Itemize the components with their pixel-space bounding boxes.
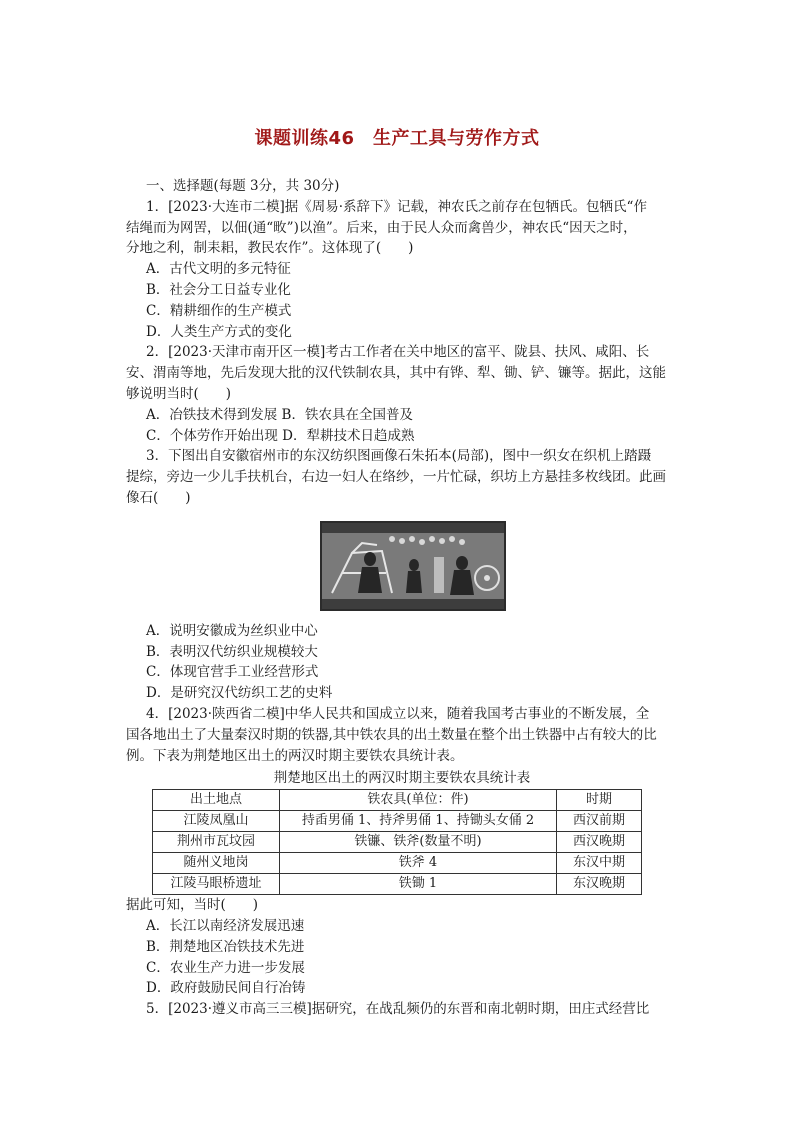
question-3-option-b: B．表明汉代纺织业规模较大 [146,643,318,660]
table-cell: 随州义地岗 [153,853,280,874]
iron-tools-table [152,789,642,895]
rubbing-illustration [322,523,504,609]
question-1-line-3: 分地之利，制耒耜，教民农作”。这体现了( ) [126,240,414,257]
page-title: 课题训练46 生产工具与劳作方式 [254,128,540,149]
question-3-option-c: C．体现官营手工业经营形式 [146,664,319,681]
question-4-stem-end: 据此可知，当时( ) [126,897,259,914]
table-cell: 铁斧 4 [280,853,557,874]
question-4-option-a: A．长江以南经济发展迅速 [146,917,305,934]
question-3-line-2: 提综，旁边一少儿手扶机台，右边一妇人在络纱，一片忙碌，织坊上方悬挂多枚线团。此画 [126,469,666,486]
weaving-stone-relief-image [320,521,506,611]
table-cell: 西汉晚期 [557,832,642,853]
table-cell: 江陵凤凰山 [153,811,280,832]
question-4-option-c: C．农业生产力进一步发展 [146,959,305,976]
table-row [153,853,642,874]
question-content [126,176,678,1020]
table-row [153,832,642,853]
question-4-option-d: D．政府鼓励民间自行冶铸 [146,980,306,997]
question-2-options-ab: A．冶铁技术得到发展 B．铁农具在全国普及 [146,406,413,423]
table-cell: 东汉晚期 [557,874,642,895]
question-2-options-cd: C．个体劳作开始出现 D．犁耕技术日趋成熟 [146,427,415,444]
question-3 [126,446,678,704]
question-1-line-1: 1．[2023·大连市二模]据《周易·系辞下》记载，神农氏之前存在包牺氏。包牺氏“作 [146,198,647,215]
question-2-line-3: 够说明当时( ) [126,385,232,402]
question-2-line-2: 安、渭南等地，先后发现大批的汉代铁制农具，其中有铧、犁、锄、铲、镰等。据此，这能 [126,365,666,382]
table-header-tools: 铁农具(单位：件) [280,790,557,811]
question-4 [126,704,678,999]
question-4-option-b: B．荆楚地区冶铁技术先进 [146,938,305,955]
question-1-option-b: B．社会分工日益专业化 [146,281,291,298]
question-3-option-a: A．说明安徽成为丝织业中心 [146,622,318,639]
table-cell: 铁锄 1 [280,874,557,895]
table-cell: 东汉中期 [557,853,642,874]
question-1-option-a: A．古代文明的多元特征 [146,261,291,278]
table-cell: 铁镰、铁斧(数量不明) [280,832,557,853]
question-3-line-3: 像石( ) [126,489,191,506]
table-header-row [153,790,642,811]
question-2-line-1: 2．[2023·天津市南开区一模]考古工作者在关中地区的富平、陇县、扶风、咸阳、长 [146,344,650,361]
table-row [153,811,642,832]
question-5-line-1: 5．[2023·遵义市高三三模]据研究，在战乱频仍的东晋和南北朝时期，田庄式经营比 [146,1001,650,1018]
table-header-location: 出土地点 [153,790,280,811]
question-1-option-c: C．精耕细作的生产模式 [146,302,292,319]
table-row [153,874,642,895]
table-cell: 西汉前期 [557,811,642,832]
question-4-line-3: 例。下表为荆楚地区出土的两汉时期主要铁农具统计表。 [126,747,464,764]
question-3-option-d: D．是研究汉代纺织工艺的史料 [146,685,333,702]
table-cell: 荆州市瓦坟园 [153,832,280,853]
question-1 [126,197,678,343]
question-1-option-d: D．人类生产方式的变化 [146,323,292,340]
question-2 [126,342,678,446]
question-4-line-1: 4．[2023·陕西省二模]中华人民共和国成立以来，随着我国考古事业的不断发展，全 [146,705,650,722]
table-title: 荆楚地区出土的两汉时期主要铁农具统计表 [273,770,531,787]
question-1-line-2: 结绳而为网罟，以佃(通“畋”)以渔”。后来，由于民人众而禽兽少，神农氏“因天之时， [126,219,637,236]
question-3-line-1: 3．下图出自安徽宿州市的东汉纺织图画像石朱拓本(局部)，图中一织女在织机上踏蹑 [146,448,652,465]
question-5 [126,999,678,1020]
question-4-line-2: 国各地出土了大量秦汉时期的铁器,其中铁农具的出土数量在整个出土铁器中占有较大的比 [126,726,657,743]
table-header-period: 时期 [557,790,642,811]
table-cell: 持臿男俑 1、持斧男俑 1、持锄头女俑 2 [280,811,557,832]
section-heading: 一、选择题(每题 3分，共 30分) [146,178,340,194]
table-cell: 江陵马眼桥遗址 [153,874,280,895]
